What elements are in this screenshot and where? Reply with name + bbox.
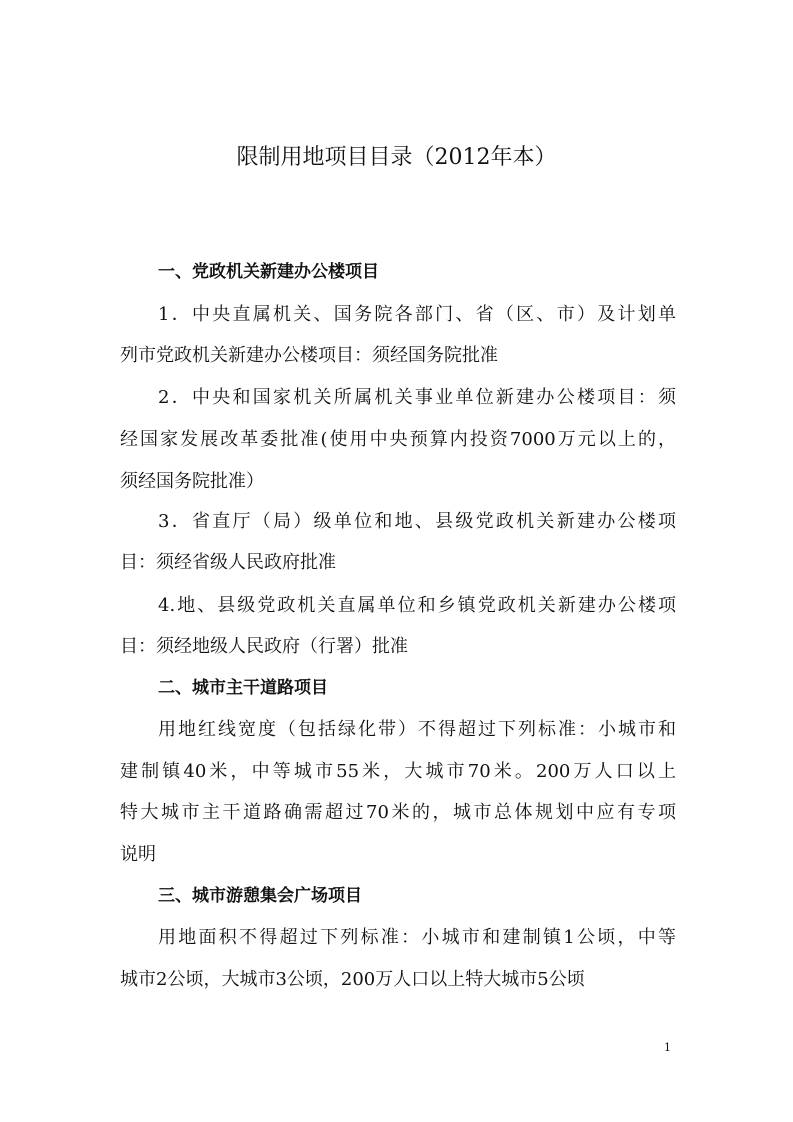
document-title: 限制用地项目目录（2012年本） (236, 145, 557, 170)
paragraph-line: 建制镇40米，中等城市55米，大城市70米。200万人口以上 (120, 761, 676, 782)
paragraph-line: 须经国务院批准） (120, 471, 264, 492)
paragraph-line: 用地面积不得超过下列标准：小城市和建制镇1公顷，中等 (158, 927, 676, 948)
paragraph-line: 列市党政机关新建办公楼项目：须经国务院批准 (120, 345, 498, 366)
paragraph-line: 2．中央和国家机关所属机关事业单位新建办公楼项目：须 (158, 387, 676, 408)
paragraph-line: 4.地、县级党政机关直属单位和乡镇党政机关新建办公楼项 (158, 595, 676, 616)
paragraph-line: 3．省直厅（局）级单位和地、县级党政机关新建办公楼项 (158, 511, 676, 532)
section-heading: 二、城市主干道路项目 (158, 678, 328, 698)
paragraph-line: 说明 (120, 844, 156, 865)
page-number: 1 (664, 1041, 671, 1054)
paragraph-line: 目：须经地级人民政府（行署）批准 (120, 636, 408, 657)
paragraph-line: 城市2公顷，大城市3公顷，200万人口以上特大城市5公顷 (120, 969, 585, 990)
paragraph-line: 目：须经省级人民政府批准 (120, 552, 336, 573)
paragraph-line: 用地红线宽度（包括绿化带）不得超过下列标准：小城市和 (158, 719, 676, 740)
section-heading: 一、党政机关新建办公楼项目 (158, 262, 379, 282)
paragraph-line: 经国家发展改革委批准(使用中央预算内投资7000万元以上的， (120, 429, 676, 450)
paragraph-line: 1．中央直属机关、国务院各部门、省（区、市）及计划单 (158, 304, 676, 325)
section-heading: 三、城市游憩集会广场项目 (158, 886, 362, 906)
paragraph-line: 特大城市主干道路确需超过70米的，城市总体规划中应有专项 (120, 802, 676, 823)
